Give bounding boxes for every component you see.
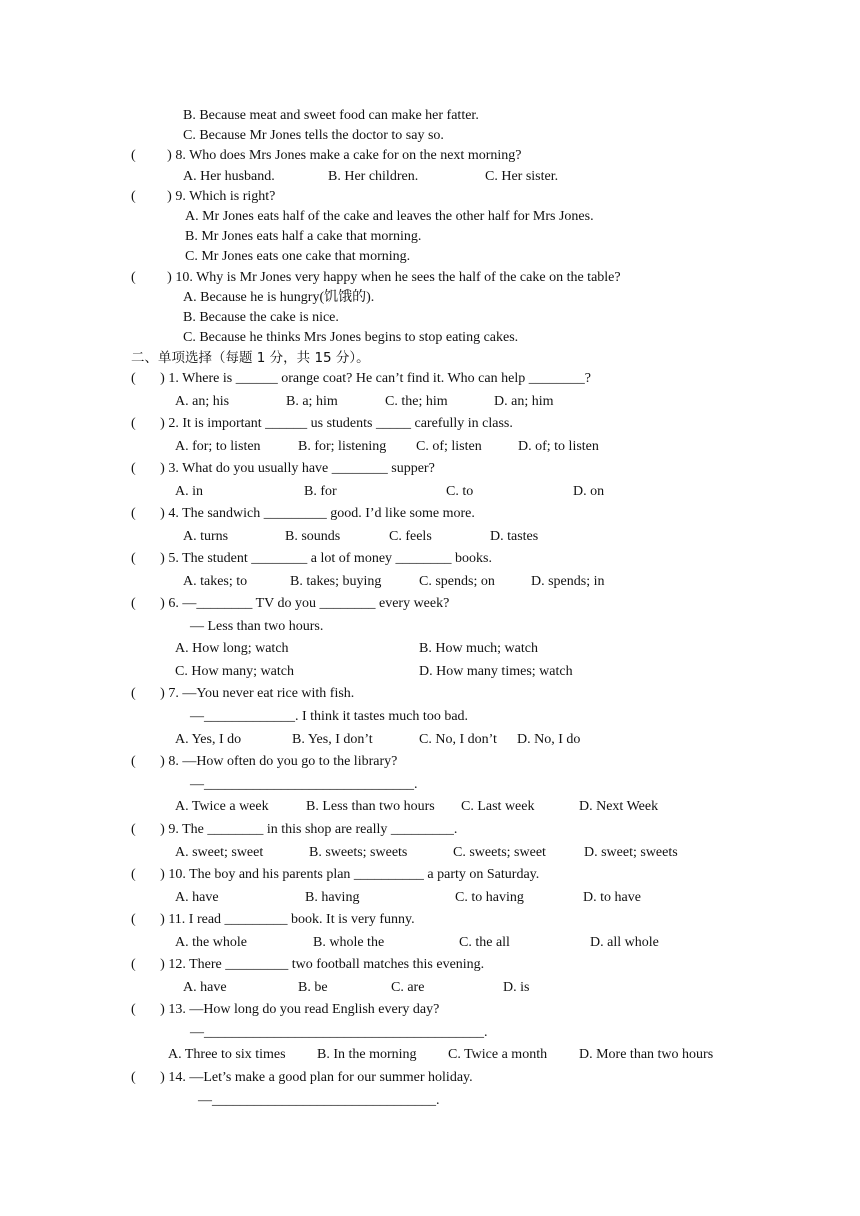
mc-q11-option-d: D. all whole [590, 935, 659, 950]
reading-q8-option-b: B. Her children. [328, 169, 419, 184]
mc-q5-stem: ( ) 5. The student ________ a lot of money ________ books. [131, 551, 492, 566]
mc-q7-option-c: C. No, I don’t [419, 732, 497, 747]
mc-q8-option-a: A. Twice a week [175, 799, 269, 814]
mc-q5-option-c: C. spends; on [419, 574, 495, 589]
mc-q4-option-b: B. sounds [285, 529, 341, 544]
mc-q9-stem: ( ) 9. The ________ in this shop are really _________. [131, 822, 458, 837]
mc-q1-stem: ( ) 1. Where is ______ orange coat? He can’t find it. Who can help ________? [131, 371, 591, 386]
mc-q8-option-b: B. Less than two hours [306, 799, 435, 814]
reading-q8-option-a: A. Her husband. [183, 169, 275, 184]
mc-q4-option-c: C. feels [389, 529, 432, 544]
reading-q9-stem: ( ) 9. Which is right? [131, 189, 276, 204]
mc-q13-option-a: A. Three to six times [168, 1047, 286, 1062]
mc-q2-option-c: C. of; listen [416, 439, 482, 454]
mc-q10-stem: ( ) 10. The boy and his parents plan __________ a party on Saturday. [131, 867, 540, 882]
reading-q8-stem: ( ) 8. Who does Mrs Jones make a cake for on the next morning? [131, 148, 522, 163]
mc-q10-option-d: D. to have [583, 890, 641, 905]
section-heading: 二、单项选择（每题 1 分，共 15 分）。 [131, 350, 370, 366]
mc-q3-stem: ( ) 3. What do you usually have ________ supper? [131, 461, 435, 476]
mc-q6-stem: ( ) 6. —________ TV do you ________ every week? [131, 596, 450, 611]
mc-q3-option-b: B. for [304, 484, 337, 499]
mc-q2-stem: ( ) 2. It is important ______ us students _____ carefully in class. [131, 416, 513, 431]
reading-q9-option-a: A. Mr Jones eats half of the cake and leaves the other half for Mrs Jones. [185, 209, 594, 224]
mc-q12-option-b: B. be [298, 980, 328, 995]
mc-q1-option-b: B. a; him [286, 394, 338, 409]
reading-q10-option-c: C. Because he thinks Mrs Jones begins to stop eating cakes. [183, 330, 519, 345]
mc-q11-option-c: C. the all [459, 935, 510, 950]
reading-q10-stem: ( ) 10. Why is Mr Jones very happy when he sees the half of the cake on the table? [131, 270, 621, 285]
mc-q4-option-a: A. turns [183, 529, 229, 544]
reading-q8-option-c: C. Her sister. [485, 169, 559, 184]
mc-q9-option-d: D. sweet; sweets [584, 845, 678, 860]
mc-q4-stem: ( ) 4. The sandwich _________ good. I’d like some more. [131, 506, 475, 521]
mc-q12-stem: ( ) 12. There _________ two football matches this evening. [131, 957, 485, 972]
mc-q4-option-d: D. tastes [490, 529, 539, 544]
mc-q12-option-d: D. is [503, 980, 530, 995]
mc-q9-option-b: B. sweets; sweets [309, 845, 408, 860]
mc-q3-option-c: C. to [446, 484, 474, 499]
mc-q10-option-a: A. have [175, 890, 219, 905]
mc-q12-option-c: C. are [391, 980, 425, 995]
reading-q10-option-a: A. Because he is hungry(饥饿的). [183, 290, 375, 305]
mc-q6-option-b: B. How much; watch [419, 641, 538, 656]
mc-q11-stem: ( ) 11. I read _________ book. It is very funny. [131, 912, 415, 927]
mc-q6-option-a: A. How long; watch [175, 641, 289, 656]
mc-q10-option-c: C. to having [455, 890, 524, 905]
q7-option-b: B. Because meat and sweet food can make her fatter. [183, 108, 479, 123]
mc-q2-option-a: A. for; to listen [175, 439, 261, 454]
mc-q13-option-b: B. In the morning [317, 1047, 417, 1062]
mc-q7-stem: ( ) 7. —You never eat rice with fish. [131, 686, 355, 701]
reading-q10-option-b: B. Because the cake is nice. [183, 310, 339, 325]
reading-q9-option-b: B. Mr Jones eats half a cake that morning. [185, 229, 422, 244]
mc-q13-answer-line: —________________________________________. [190, 1025, 488, 1040]
mc-q9-option-a: A. sweet; sweet [175, 845, 264, 860]
mc-q12-option-a: A. have [183, 980, 227, 995]
mc-q5-option-d: D. spends; in [531, 574, 605, 589]
mc-q9-option-c: C. sweets; sweet [453, 845, 546, 860]
mc-q1-option-c: C. the; him [385, 394, 448, 409]
mc-q6-option-d: D. How many times; watch [419, 664, 573, 679]
mc-q8-option-c: C. Last week [461, 799, 535, 814]
mc-q13-stem: ( ) 13. —How long do you read English every day? [131, 1002, 440, 1017]
mc-q14-stem: ( ) 14. —Let’s make a good plan for our summer holiday. [131, 1070, 473, 1085]
reading-q9-option-c: C. Mr Jones eats one cake that morning. [185, 249, 411, 264]
mc-q2-option-d: D. of; to listen [518, 439, 599, 454]
mc-q11-option-b: B. whole the [313, 935, 385, 950]
mc-q6-option-c: C. How many; watch [175, 664, 294, 679]
mc-q6-answer-line: — Less than two hours. [190, 619, 324, 634]
mc-q5-option-a: A. takes; to [183, 574, 248, 589]
mc-q7-option-a: A. Yes, I do [175, 732, 242, 747]
q7-option-c: C. Because Mr Jones tells the doctor to say so. [183, 128, 444, 143]
mc-q11-option-a: A. the whole [175, 935, 247, 950]
mc-q3-option-a: A. in [175, 484, 203, 499]
mc-q10-option-b: B. having [305, 890, 360, 905]
mc-q1-option-d: D. an; him [494, 394, 554, 409]
mc-q3-option-d: D. on [573, 484, 605, 499]
mc-q8-stem: ( ) 8. —How often do you go to the library? [131, 754, 398, 769]
mc-q13-option-d: D. More than two hours [579, 1047, 714, 1062]
mc-q8-option-d: D. Next Week [579, 799, 659, 814]
mc-q7-option-b: B. Yes, I don’t [292, 732, 373, 747]
mc-q13-option-c: C. Twice a month [448, 1047, 548, 1062]
mc-q14-answer-line: —________________________________. [198, 1093, 440, 1108]
mc-q2-option-b: B. for; listening [298, 439, 387, 454]
mc-q7-option-d: D. No, I do [517, 732, 581, 747]
mc-q8-answer-line: —______________________________. [190, 777, 418, 792]
mc-q7-answer-line: —_____________. I think it tastes much too bad. [190, 709, 469, 724]
mc-q5-option-b: B. takes; buying [290, 574, 382, 589]
mc-q1-option-a: A. an; his [175, 394, 230, 409]
